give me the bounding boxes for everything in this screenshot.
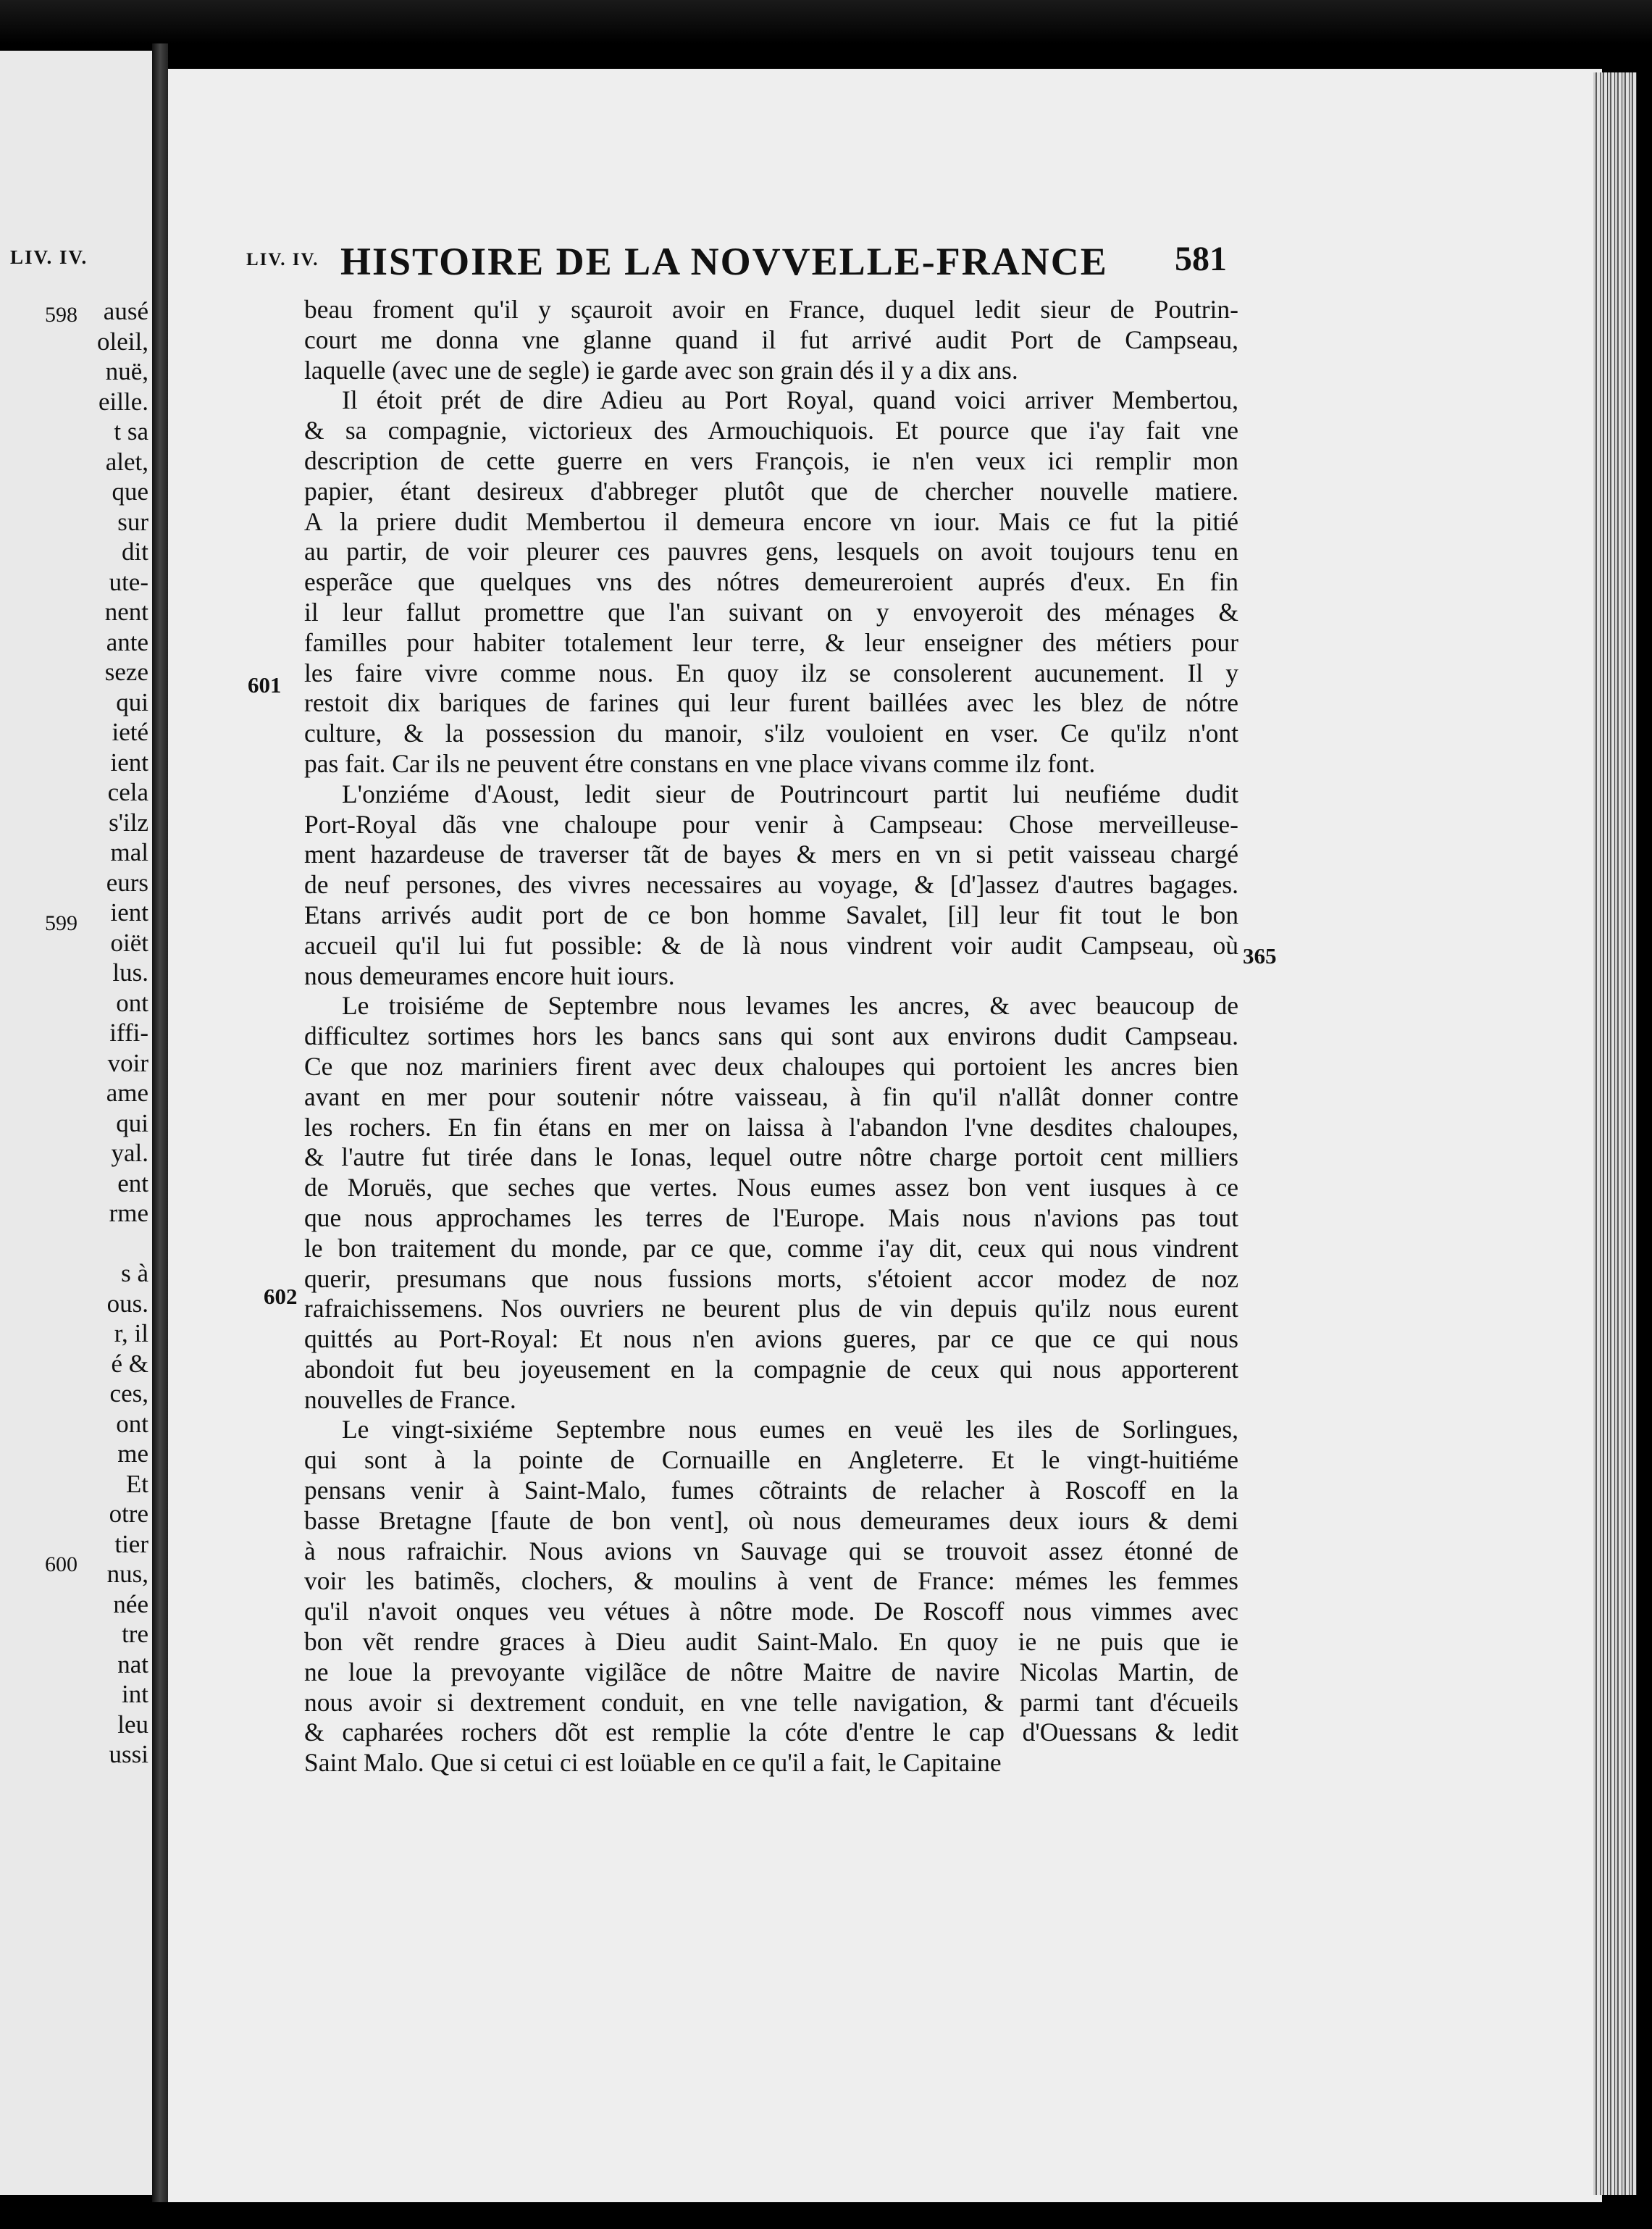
text-line: que nous approchames les terres de l'Europe. Mais nous n'avions pas tout — [304, 1203, 1238, 1232]
running-header — [246, 239, 1231, 283]
text-line: qui sont à la pointe de Cornuaille en Angleterre. Et le vingt-huitiéme — [304, 1445, 1238, 1475]
left-page-line-fragment: seze — [104, 658, 148, 686]
text-line: esperãce que quelques vns des nótres demeureroient auprés d'eux. En fin — [304, 567, 1238, 597]
text-line: culture, & la possession du manoir, s'ilz vouloient en vser. Ce qu'ilz n'ont — [304, 719, 1238, 748]
text-line: de neuf persones, des vivres necessaires au voyage, & [d']assez d'autres bagages. — [304, 870, 1238, 900]
left-page-line-fragment: tier — [114, 1529, 148, 1558]
left-page-line-fragment: eurs — [106, 868, 148, 897]
paragraph — [304, 385, 1238, 779]
left-page-line-fragment: otre — [109, 1500, 148, 1528]
text-line: Etans arrivés audit port de ce bon homme Savalet, [il] leur fit tout le bon — [304, 900, 1238, 929]
text-line: querir, presumans que nous fussions morts, s'étoient accor modez de noz — [304, 1263, 1238, 1293]
left-page-line-fragment: ieté — [112, 718, 148, 746]
left-page-line-fragment: leu — [117, 1710, 148, 1739]
text-line: abondoit fut beu joyeusement en la compagnie de ceux qui nous apporterent — [304, 1354, 1238, 1384]
text-line: nous avoir si dextrement conduit, en vne telle navigation, & parmi tant d'écueils — [304, 1687, 1238, 1717]
left-page-line-fragment: ent — [117, 1168, 148, 1197]
margin-page-ref-602: 602 — [264, 1284, 298, 1309]
text-line: il leur fallut promettre que l'an suivant on y envoyeroit des ménages & — [304, 597, 1238, 627]
text-line: beau froment qu'il y sçauroit avoir en France, duquel ledit sieur de Poutrin- — [304, 295, 1238, 324]
text-line: Le vingt-sixiéme Septembre nous eumes en veuë les iles de Sorlingues, — [342, 1415, 1238, 1444]
film-border-top — [0, 0, 1652, 43]
text-line: Port-Royal dãs vne chaloupe pour venir à Campseau: Chose merveilleuse- — [304, 809, 1238, 839]
left-margin-number: 599 — [45, 911, 77, 935]
left-page-line-fragment: née — [113, 1589, 148, 1618]
left-page-line-fragment: alet, — [105, 447, 148, 476]
left-page-line-fragment: ces, — [109, 1379, 148, 1408]
paragraph — [304, 1415, 1238, 1778]
page-number: 581 — [1175, 240, 1227, 278]
left-page-line-fragment: oleil, — [97, 327, 148, 356]
text-line: Ce que noz mariniers firent avec deux chaloupes qui portoient les ancres bien — [304, 1051, 1238, 1081]
text-line: laquelle (avec une de segle) ie garde avec son grain dés il y a dix ans. — [304, 355, 1018, 385]
left-page-line-fragment: qui — [116, 687, 148, 716]
left-page-line-fragment: dit — [122, 538, 148, 566]
text-line: Le troisiéme de Septembre nous levames les ancres, & avec beaucoup de — [342, 991, 1238, 1021]
left-page-line-fragment: ussi — [109, 1740, 148, 1768]
left-page-line-fragment: é & — [111, 1349, 148, 1378]
left-page-line-fragment: sur — [117, 507, 148, 536]
left-page-line-fragment: ausé — [103, 297, 148, 325]
text-line: familles pour habiter totalement leur terre, & leur enseigner des métiers pour — [304, 627, 1238, 657]
margin-page-ref-601: 601 — [248, 672, 282, 698]
left-page-line-fragment: s à — [121, 1259, 148, 1287]
text-line: pas fait. Car ils ne peuvent étre constans en vne place vivans comme ilz font. — [304, 748, 1096, 778]
left-page-line-fragment: yal. — [111, 1139, 148, 1167]
text-line: de Moruës, que seches que vertes. Nous eumes assez bon vent iusques à ce — [304, 1173, 1238, 1203]
left-page-line-fragment: ont — [116, 1409, 148, 1438]
left-page-line-fragment: Et — [125, 1469, 148, 1498]
text-line: à nous rafraichir. Nous avions vn Sauvage qui se trouvoit assez étonné de — [304, 1536, 1238, 1565]
left-page-line-fragment: int — [122, 1680, 148, 1708]
left-page-line-fragment: qui — [116, 1108, 148, 1137]
text-line: pensans venir à Saint-Malo, fumes cõtraints de relacher à Roscoff en la — [304, 1476, 1238, 1505]
left-page-line-fragment: ient — [110, 898, 148, 927]
text-line: & capharées rochers dõt est remplie la cóte d'entre le cap d'Ouessans & ledit — [304, 1718, 1238, 1747]
left-page-line-fragment: ous. — [106, 1289, 148, 1318]
text-line: ment hazardeuse de traverser tãt de bayes & mers en vn si petit vaisseau chargé — [304, 840, 1238, 869]
left-page-line-fragment: ante — [106, 627, 148, 656]
text-line: qu'il n'avoit onques veu vétues à nôtre mode. De Roscoff nous vimmes avec — [304, 1597, 1238, 1626]
left-page-line-fragment: mal — [110, 838, 148, 866]
left-page-line-fragment: eille. — [98, 387, 148, 416]
text-line: Il étoit prét de dire Adieu au Port Royal, quand voici arriver Membertou, — [342, 385, 1238, 415]
text-line: nouvelles de France. — [304, 1384, 516, 1414]
paragraph — [304, 295, 1238, 385]
text-line: difficultez sortimes hors les bancs sans qui sont aux environs dudit Campseau. — [304, 1021, 1238, 1051]
page-title: HISTOIRE DE LA NOVVELLE-FRANCE — [340, 240, 1108, 283]
left-page-line-fragment: ient — [110, 748, 148, 777]
page-edges — [1593, 72, 1637, 2195]
text-line: restoit dix bariques de farines qui leur furent baillées avec les blez de nótre — [304, 688, 1238, 718]
left-page-line-fragment: rme — [109, 1199, 148, 1227]
text-line: description de cette guerre en vers François, ie n'en veux ici remplir mon — [304, 446, 1238, 475]
left-page-line-fragment: nus, — [106, 1560, 148, 1588]
text-line: papier, étant desireux d'abbreger plutôt que de chercher nouvelle matiere. — [304, 476, 1238, 506]
left-page-line-fragment: me — [117, 1439, 148, 1468]
text-line: avant en mer pour soutenir nótre vaisseau, à fin qu'il n'allât donner contre — [304, 1082, 1238, 1111]
text-line: les rochers. En fin étans en mer on laissa à l'abandon l'vne desdites chaloupes, — [304, 1112, 1238, 1142]
text-line: A la priere dudit Membertou il demeura encore vn iour. Mais ce fut la pitié — [304, 506, 1238, 536]
paragraph — [304, 991, 1238, 1415]
text-line: rafraichissemens. Nos ouvriers ne beurent plus de vin depuis qu'ilz nous eurent — [304, 1294, 1238, 1323]
left-page-line-fragment: que — [112, 477, 148, 506]
text-line: Saint Malo. Que si cetui ci est loüable en ce qu'il a fait, le Capitaine — [304, 1748, 1002, 1778]
left-page-line-fragment: tre — [122, 1620, 148, 1648]
text-line: au partir, de voir pleurer ces pauvres gens, lesquels on avoit toujours tenu en — [304, 537, 1238, 566]
page-gutter — [152, 43, 168, 2202]
text-line: ne loue la prevoyante vigilãce de nôtre Maitre de navire Nicolas Martin, de — [304, 1657, 1238, 1686]
left-page-line-fragment: ame — [106, 1079, 148, 1107]
text-line: voir les batimẽs, clochers, & moulins à vent de France: mémes les femmes — [304, 1566, 1238, 1596]
left-margin-number: 598 — [45, 303, 77, 327]
text-line: basse Bretagne [faute de bon vent], où nous demeurames deux iours & demi — [304, 1505, 1238, 1535]
text-line: & l'autre fut tirée dans le Ionas, lequel outre nôtre charge portoit cent milliers — [304, 1142, 1238, 1172]
margin-page-ref-365: 365 — [1243, 943, 1277, 969]
left-page-line-fragment: cela — [107, 778, 148, 806]
text-line: le bon traitement du monde, par ce que, comme i'ay dit, ceux qui nous vindrent — [304, 1233, 1238, 1263]
left-page-line-fragment: nent — [104, 598, 148, 626]
text-line: nous demeurames encore huit iours. — [304, 961, 675, 990]
text-line: bon vẽt rendre graces à Dieu audit Saint-Malo. En quoy ie ne puis que ie — [304, 1627, 1238, 1657]
left-page-line-fragment: lus. — [112, 958, 148, 987]
left-page-running-head: LIV. IV. — [10, 246, 88, 268]
left-page-line-fragment: iffi- — [109, 1019, 148, 1047]
text-line: les faire vivre comme nous. En quoy ilz se consolerent aucunement. Il y — [304, 658, 1238, 687]
left-page-line-fragment: ute- — [109, 567, 148, 596]
left-page-line-fragment: s'ilz — [109, 808, 148, 837]
left-page-line-fragment: r, il — [114, 1319, 148, 1347]
left-margin-number: 600 — [45, 1552, 77, 1576]
book-number-label: LIV. IV. — [246, 250, 319, 269]
text-line: accueil qu'il lui fut possible: & de là nous vindrent voir audit Campseau, où — [304, 930, 1238, 960]
left-page-line-fragment: nuë, — [105, 357, 148, 385]
text-line: quittés au Port-Royal: Et nous n'en avions gueres, par ce que ce qui nous — [304, 1324, 1238, 1354]
paragraph — [304, 779, 1238, 992]
left-page-line-fragment: t sa — [114, 417, 148, 446]
text-line: & sa compagnie, victorieux des Armouchiquois. Et pource que i'ay fait vne — [304, 416, 1238, 446]
text-line: court me donna vne glanne quand il fut arrivé audit Port de Campseau, — [304, 325, 1238, 354]
left-page-line-fragment: voir — [107, 1048, 148, 1077]
body-text — [304, 295, 1238, 1778]
left-page-line-fragment: ont — [116, 988, 148, 1017]
left-page-line-fragment: nat — [117, 1649, 148, 1678]
text-line: L'onziéme d'Aoust, ledit sieur de Poutrincourt partit lui neufiéme dudit — [342, 779, 1238, 808]
left-page-line-fragment: oiët — [110, 928, 148, 957]
